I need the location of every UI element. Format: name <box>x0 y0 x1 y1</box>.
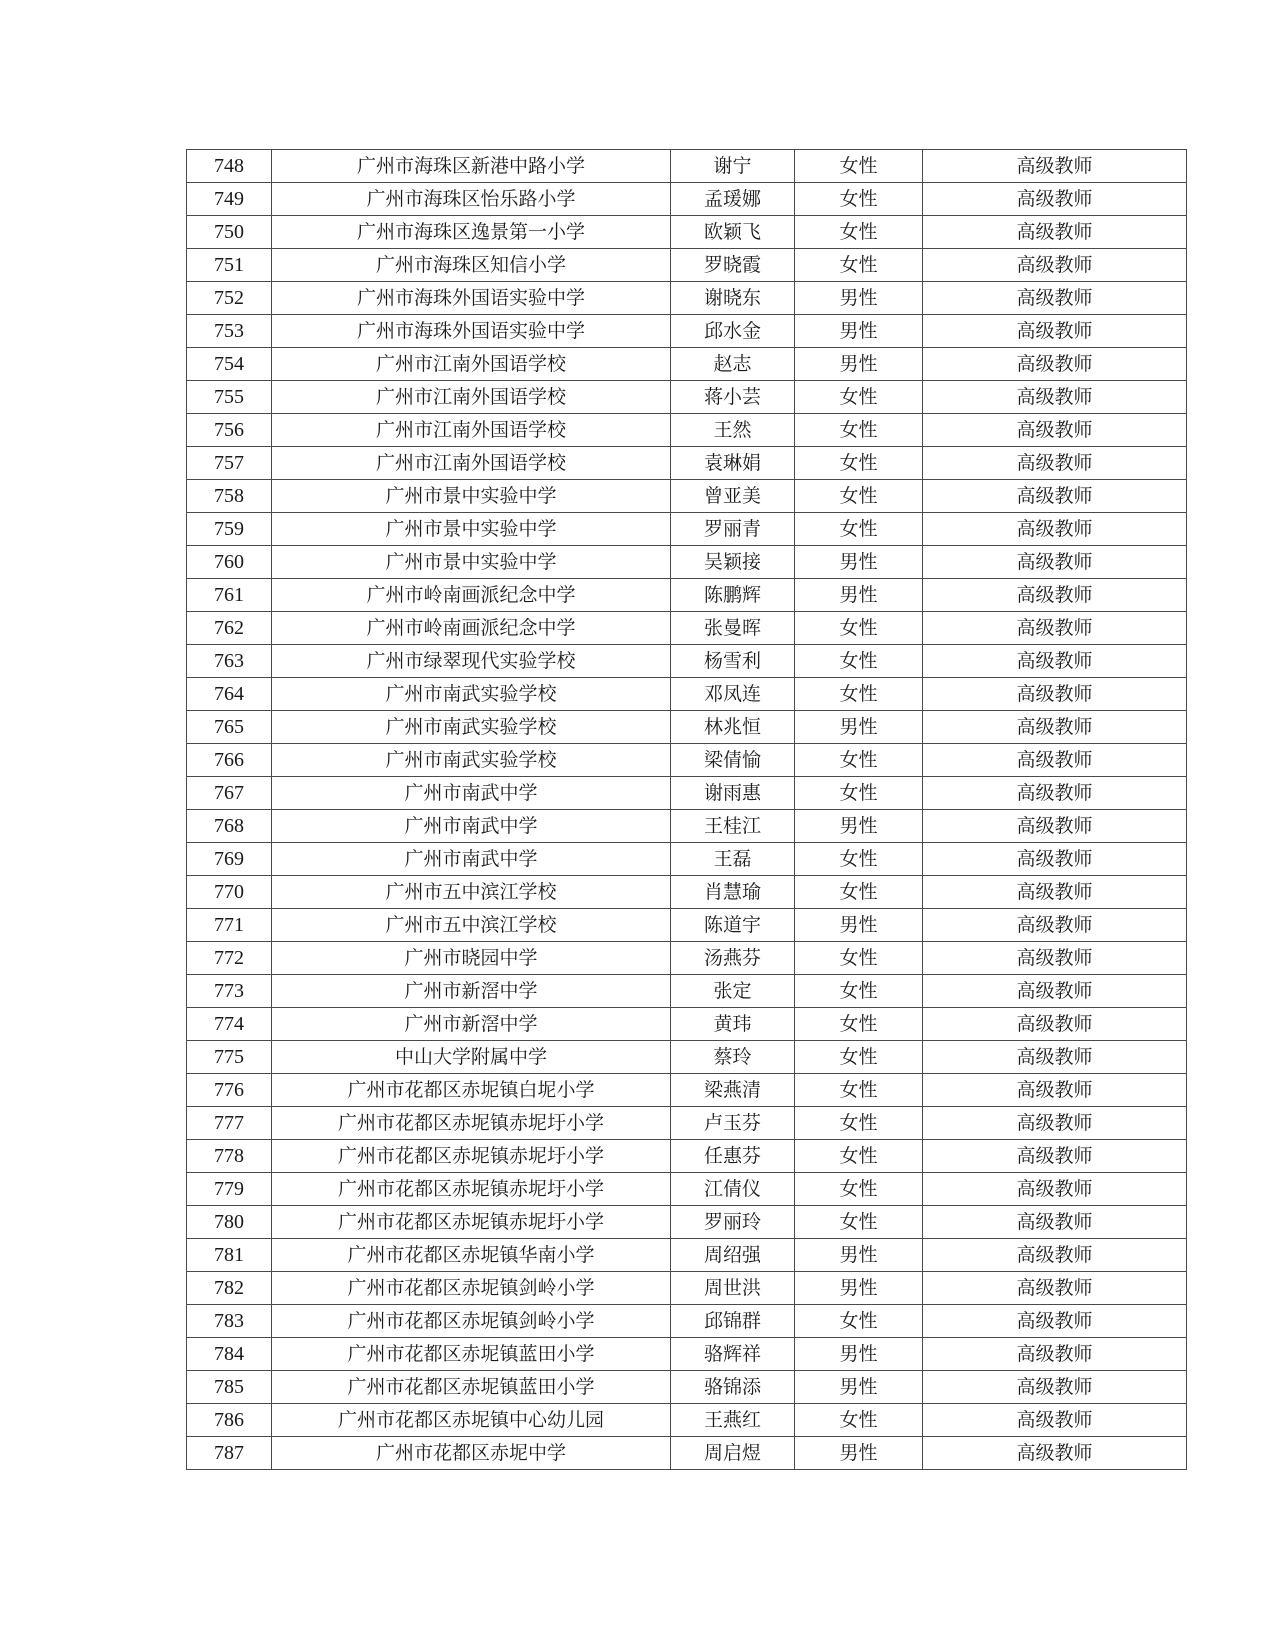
serial-number-cell: 770 <box>187 876 272 909</box>
gender-cell: 男性 <box>795 1239 923 1272</box>
school-name-cell: 广州市南武实验学校 <box>272 678 671 711</box>
professional-title-cell: 高级教师 <box>923 546 1187 579</box>
gender-cell: 女性 <box>795 1140 923 1173</box>
gender-cell: 男性 <box>795 711 923 744</box>
teacher-name-cell: 张曼晖 <box>671 612 795 645</box>
teacher-name-cell: 陈道宇 <box>671 909 795 942</box>
table-row <box>187 1404 1187 1437</box>
serial-number-cell: 763 <box>187 645 272 678</box>
serial-number-cell: 773 <box>187 975 272 1008</box>
table-row <box>187 183 1187 216</box>
table-row <box>187 876 1187 909</box>
teacher-name-cell: 陈鹏辉 <box>671 579 795 612</box>
school-name-cell: 广州市海珠外国语实验中学 <box>272 315 671 348</box>
professional-title-cell: 高级教师 <box>923 414 1187 447</box>
serial-number-cell: 760 <box>187 546 272 579</box>
teacher-name-cell: 孟瑗娜 <box>671 183 795 216</box>
teacher-name-cell: 任惠芬 <box>671 1140 795 1173</box>
professional-title-cell: 高级教师 <box>923 480 1187 513</box>
gender-cell: 女性 <box>795 777 923 810</box>
gender-cell: 女性 <box>795 1404 923 1437</box>
professional-title-cell: 高级教师 <box>923 447 1187 480</box>
gender-cell: 女性 <box>795 645 923 678</box>
teacher-name-cell: 谢雨惠 <box>671 777 795 810</box>
professional-title-cell: 高级教师 <box>923 612 1187 645</box>
school-name-cell: 广州市花都区赤坭镇中心幼儿园 <box>272 1404 671 1437</box>
gender-cell: 男性 <box>795 1338 923 1371</box>
school-name-cell: 广州市花都区赤坭中学 <box>272 1437 671 1470</box>
serial-number-cell: 765 <box>187 711 272 744</box>
school-name-cell: 广州市景中实验中学 <box>272 480 671 513</box>
teacher-name-cell: 王然 <box>671 414 795 447</box>
serial-number-cell: 779 <box>187 1173 272 1206</box>
table-row <box>187 1437 1187 1470</box>
gender-cell: 女性 <box>795 1041 923 1074</box>
teacher-name-cell: 张定 <box>671 975 795 1008</box>
professional-title-cell: 高级教师 <box>923 1437 1187 1470</box>
professional-title-cell: 高级教师 <box>923 1272 1187 1305</box>
serial-number-cell: 755 <box>187 381 272 414</box>
serial-number-cell: 769 <box>187 843 272 876</box>
roster-body <box>187 150 1187 1470</box>
teacher-name-cell: 林兆恒 <box>671 711 795 744</box>
professional-title-cell: 高级教师 <box>923 645 1187 678</box>
serial-number-cell: 753 <box>187 315 272 348</box>
teacher-name-cell: 蒋小芸 <box>671 381 795 414</box>
serial-number-cell: 750 <box>187 216 272 249</box>
school-name-cell: 中山大学附属中学 <box>272 1041 671 1074</box>
gender-cell: 女性 <box>795 1008 923 1041</box>
school-name-cell: 广州市南武实验学校 <box>272 744 671 777</box>
professional-title-cell: 高级教师 <box>923 513 1187 546</box>
teacher-name-cell: 王磊 <box>671 843 795 876</box>
gender-cell: 女性 <box>795 1107 923 1140</box>
teacher-name-cell: 蔡玲 <box>671 1041 795 1074</box>
gender-cell: 男性 <box>795 315 923 348</box>
serial-number-cell: 786 <box>187 1404 272 1437</box>
professional-title-cell: 高级教师 <box>923 216 1187 249</box>
professional-title-cell: 高级教师 <box>923 315 1187 348</box>
school-name-cell: 广州市南武中学 <box>272 810 671 843</box>
gender-cell: 男性 <box>795 579 923 612</box>
school-name-cell: 广州市新滘中学 <box>272 975 671 1008</box>
table-row <box>187 1206 1187 1239</box>
serial-number-cell: 776 <box>187 1074 272 1107</box>
teacher-name-cell: 肖慧瑜 <box>671 876 795 909</box>
serial-number-cell: 764 <box>187 678 272 711</box>
table-row <box>187 1173 1187 1206</box>
school-name-cell: 广州市花都区赤坭镇剑岭小学 <box>272 1272 671 1305</box>
teacher-name-cell: 赵志 <box>671 348 795 381</box>
school-name-cell: 广州市海珠区逸景第一小学 <box>272 216 671 249</box>
table-row <box>187 645 1187 678</box>
table-row <box>187 546 1187 579</box>
teacher-name-cell: 罗晓霞 <box>671 249 795 282</box>
serial-number-cell: 757 <box>187 447 272 480</box>
school-name-cell: 广州市江南外国语学校 <box>272 348 671 381</box>
school-name-cell: 广州市岭南画派纪念中学 <box>272 612 671 645</box>
table-row <box>187 1239 1187 1272</box>
serial-number-cell: 754 <box>187 348 272 381</box>
gender-cell: 女性 <box>795 249 923 282</box>
gender-cell: 女性 <box>795 876 923 909</box>
professional-title-cell: 高级教师 <box>923 381 1187 414</box>
school-name-cell: 广州市景中实验中学 <box>272 513 671 546</box>
gender-cell: 男性 <box>795 1371 923 1404</box>
teacher-name-cell: 王燕红 <box>671 1404 795 1437</box>
table-row <box>187 1140 1187 1173</box>
professional-title-cell: 高级教师 <box>923 777 1187 810</box>
gender-cell: 女性 <box>795 942 923 975</box>
serial-number-cell: 759 <box>187 513 272 546</box>
serial-number-cell: 771 <box>187 909 272 942</box>
professional-title-cell: 高级教师 <box>923 876 1187 909</box>
teacher-name-cell: 曾亚美 <box>671 480 795 513</box>
serial-number-cell: 774 <box>187 1008 272 1041</box>
gender-cell: 女性 <box>795 150 923 183</box>
gender-cell: 女性 <box>795 414 923 447</box>
teacher-name-cell: 梁燕清 <box>671 1074 795 1107</box>
professional-title-cell: 高级教师 <box>923 348 1187 381</box>
serial-number-cell: 748 <box>187 150 272 183</box>
table-row <box>187 1107 1187 1140</box>
school-name-cell: 广州市海珠区怡乐路小学 <box>272 183 671 216</box>
professional-title-cell: 高级教师 <box>923 1107 1187 1140</box>
professional-title-cell: 高级教师 <box>923 1239 1187 1272</box>
school-name-cell: 广州市江南外国语学校 <box>272 381 671 414</box>
table-row <box>187 942 1187 975</box>
gender-cell: 女性 <box>795 447 923 480</box>
teacher-name-cell: 周世洪 <box>671 1272 795 1305</box>
teacher-name-cell: 周启煜 <box>671 1437 795 1470</box>
serial-number-cell: 766 <box>187 744 272 777</box>
table-row <box>187 348 1187 381</box>
teacher-name-cell: 谢宁 <box>671 150 795 183</box>
teacher-name-cell: 王桂江 <box>671 810 795 843</box>
school-name-cell: 广州市海珠区新港中路小学 <box>272 150 671 183</box>
professional-title-cell: 高级教师 <box>923 1371 1187 1404</box>
teacher-name-cell: 罗丽玲 <box>671 1206 795 1239</box>
professional-title-cell: 高级教师 <box>923 843 1187 876</box>
teacher-name-cell: 骆辉祥 <box>671 1338 795 1371</box>
gender-cell: 男性 <box>795 1437 923 1470</box>
serial-number-cell: 756 <box>187 414 272 447</box>
teacher-roster-table <box>186 149 1187 1470</box>
gender-cell: 男性 <box>795 282 923 315</box>
professional-title-cell: 高级教师 <box>923 744 1187 777</box>
professional-title-cell: 高级教师 <box>923 1338 1187 1371</box>
teacher-name-cell: 谢晓东 <box>671 282 795 315</box>
table-row <box>187 579 1187 612</box>
school-name-cell: 广州市花都区赤坭镇剑岭小学 <box>272 1305 671 1338</box>
professional-title-cell: 高级教师 <box>923 711 1187 744</box>
table-row <box>187 282 1187 315</box>
table-row <box>187 1272 1187 1305</box>
professional-title-cell: 高级教师 <box>923 1041 1187 1074</box>
teacher-name-cell: 汤燕芬 <box>671 942 795 975</box>
table-row <box>187 480 1187 513</box>
serial-number-cell: 783 <box>187 1305 272 1338</box>
table-row <box>187 975 1187 1008</box>
gender-cell: 女性 <box>795 975 923 1008</box>
professional-title-cell: 高级教师 <box>923 1206 1187 1239</box>
school-name-cell: 广州市南武中学 <box>272 777 671 810</box>
table-row <box>187 678 1187 711</box>
serial-number-cell: 781 <box>187 1239 272 1272</box>
professional-title-cell: 高级教师 <box>923 1140 1187 1173</box>
professional-title-cell: 高级教师 <box>923 282 1187 315</box>
gender-cell: 男性 <box>795 909 923 942</box>
table-row <box>187 810 1187 843</box>
teacher-name-cell: 周绍强 <box>671 1239 795 1272</box>
school-name-cell: 广州市江南外国语学校 <box>272 447 671 480</box>
serial-number-cell: 787 <box>187 1437 272 1470</box>
teacher-name-cell: 江倩仪 <box>671 1173 795 1206</box>
gender-cell: 女性 <box>795 678 923 711</box>
table-row <box>187 1305 1187 1338</box>
serial-number-cell: 758 <box>187 480 272 513</box>
school-name-cell: 广州市花都区赤坭镇赤坭圩小学 <box>272 1107 671 1140</box>
school-name-cell: 广州市五中滨江学校 <box>272 909 671 942</box>
teacher-name-cell: 欧颖飞 <box>671 216 795 249</box>
school-name-cell: 广州市新滘中学 <box>272 1008 671 1041</box>
professional-title-cell: 高级教师 <box>923 150 1187 183</box>
table-row <box>187 150 1187 183</box>
school-name-cell: 广州市花都区赤坭镇赤坭圩小学 <box>272 1173 671 1206</box>
teacher-name-cell: 梁倩愉 <box>671 744 795 777</box>
table-row <box>187 843 1187 876</box>
school-name-cell: 广州市景中实验中学 <box>272 546 671 579</box>
professional-title-cell: 高级教师 <box>923 1074 1187 1107</box>
teacher-name-cell: 卢玉芬 <box>671 1107 795 1140</box>
table-row <box>187 381 1187 414</box>
school-name-cell: 广州市绿翠现代实验学校 <box>272 645 671 678</box>
professional-title-cell: 高级教师 <box>923 1305 1187 1338</box>
teacher-name-cell: 杨雪利 <box>671 645 795 678</box>
teacher-name-cell: 袁琳娟 <box>671 447 795 480</box>
professional-title-cell: 高级教师 <box>923 1008 1187 1041</box>
serial-number-cell: 784 <box>187 1338 272 1371</box>
school-name-cell: 广州市海珠外国语实验中学 <box>272 282 671 315</box>
gender-cell: 女性 <box>795 216 923 249</box>
school-name-cell: 广州市花都区赤坭镇蓝田小学 <box>272 1371 671 1404</box>
table-row <box>187 744 1187 777</box>
gender-cell: 女性 <box>795 513 923 546</box>
table-row <box>187 315 1187 348</box>
serial-number-cell: 780 <box>187 1206 272 1239</box>
gender-cell: 女性 <box>795 1173 923 1206</box>
table-row <box>187 612 1187 645</box>
table-row <box>187 1041 1187 1074</box>
gender-cell: 女性 <box>795 612 923 645</box>
table-row <box>187 1074 1187 1107</box>
serial-number-cell: 762 <box>187 612 272 645</box>
school-name-cell: 广州市晓园中学 <box>272 942 671 975</box>
table-row <box>187 711 1187 744</box>
table-row <box>187 414 1187 447</box>
gender-cell: 女性 <box>795 1206 923 1239</box>
table-row <box>187 1371 1187 1404</box>
school-name-cell: 广州市南武实验学校 <box>272 711 671 744</box>
teacher-name-cell: 吴颖接 <box>671 546 795 579</box>
table-row <box>187 513 1187 546</box>
table-row <box>187 909 1187 942</box>
professional-title-cell: 高级教师 <box>923 810 1187 843</box>
gender-cell: 女性 <box>795 744 923 777</box>
professional-title-cell: 高级教师 <box>923 1173 1187 1206</box>
school-name-cell: 广州市海珠区知信小学 <box>272 249 671 282</box>
school-name-cell: 广州市花都区赤坭镇赤坭圩小学 <box>272 1206 671 1239</box>
school-name-cell: 广州市五中滨江学校 <box>272 876 671 909</box>
serial-number-cell: 785 <box>187 1371 272 1404</box>
teacher-name-cell: 邱水金 <box>671 315 795 348</box>
serial-number-cell: 768 <box>187 810 272 843</box>
gender-cell: 女性 <box>795 480 923 513</box>
serial-number-cell: 751 <box>187 249 272 282</box>
professional-title-cell: 高级教师 <box>923 909 1187 942</box>
gender-cell: 男性 <box>795 348 923 381</box>
school-name-cell: 广州市花都区赤坭镇蓝田小学 <box>272 1338 671 1371</box>
professional-title-cell: 高级教师 <box>923 942 1187 975</box>
serial-number-cell: 775 <box>187 1041 272 1074</box>
school-name-cell: 广州市岭南画派纪念中学 <box>272 579 671 612</box>
table-row <box>187 1338 1187 1371</box>
professional-title-cell: 高级教师 <box>923 183 1187 216</box>
professional-title-cell: 高级教师 <box>923 579 1187 612</box>
gender-cell: 男性 <box>795 1272 923 1305</box>
serial-number-cell: 761 <box>187 579 272 612</box>
professional-title-cell: 高级教师 <box>923 678 1187 711</box>
table-row <box>187 777 1187 810</box>
professional-title-cell: 高级教师 <box>923 975 1187 1008</box>
gender-cell: 女性 <box>795 183 923 216</box>
gender-cell: 女性 <box>795 381 923 414</box>
teacher-name-cell: 邱锦群 <box>671 1305 795 1338</box>
serial-number-cell: 782 <box>187 1272 272 1305</box>
gender-cell: 男性 <box>795 810 923 843</box>
serial-number-cell: 777 <box>187 1107 272 1140</box>
gender-cell: 男性 <box>795 546 923 579</box>
gender-cell: 女性 <box>795 1305 923 1338</box>
teacher-name-cell: 骆锦添 <box>671 1371 795 1404</box>
gender-cell: 女性 <box>795 1074 923 1107</box>
professional-title-cell: 高级教师 <box>923 249 1187 282</box>
school-name-cell: 广州市花都区赤坭镇白坭小学 <box>272 1074 671 1107</box>
serial-number-cell: 778 <box>187 1140 272 1173</box>
table-row <box>187 216 1187 249</box>
teacher-name-cell: 罗丽青 <box>671 513 795 546</box>
school-name-cell: 广州市花都区赤坭镇赤坭圩小学 <box>272 1140 671 1173</box>
serial-number-cell: 772 <box>187 942 272 975</box>
school-name-cell: 广州市南武中学 <box>272 843 671 876</box>
school-name-cell: 广州市花都区赤坭镇华南小学 <box>272 1239 671 1272</box>
table-row <box>187 1008 1187 1041</box>
serial-number-cell: 749 <box>187 183 272 216</box>
teacher-name-cell: 邓凤连 <box>671 678 795 711</box>
teacher-name-cell: 黄玮 <box>671 1008 795 1041</box>
serial-number-cell: 767 <box>187 777 272 810</box>
school-name-cell: 广州市江南外国语学校 <box>272 414 671 447</box>
professional-title-cell: 高级教师 <box>923 1404 1187 1437</box>
table-row <box>187 249 1187 282</box>
gender-cell: 女性 <box>795 843 923 876</box>
serial-number-cell: 752 <box>187 282 272 315</box>
table-row <box>187 447 1187 480</box>
